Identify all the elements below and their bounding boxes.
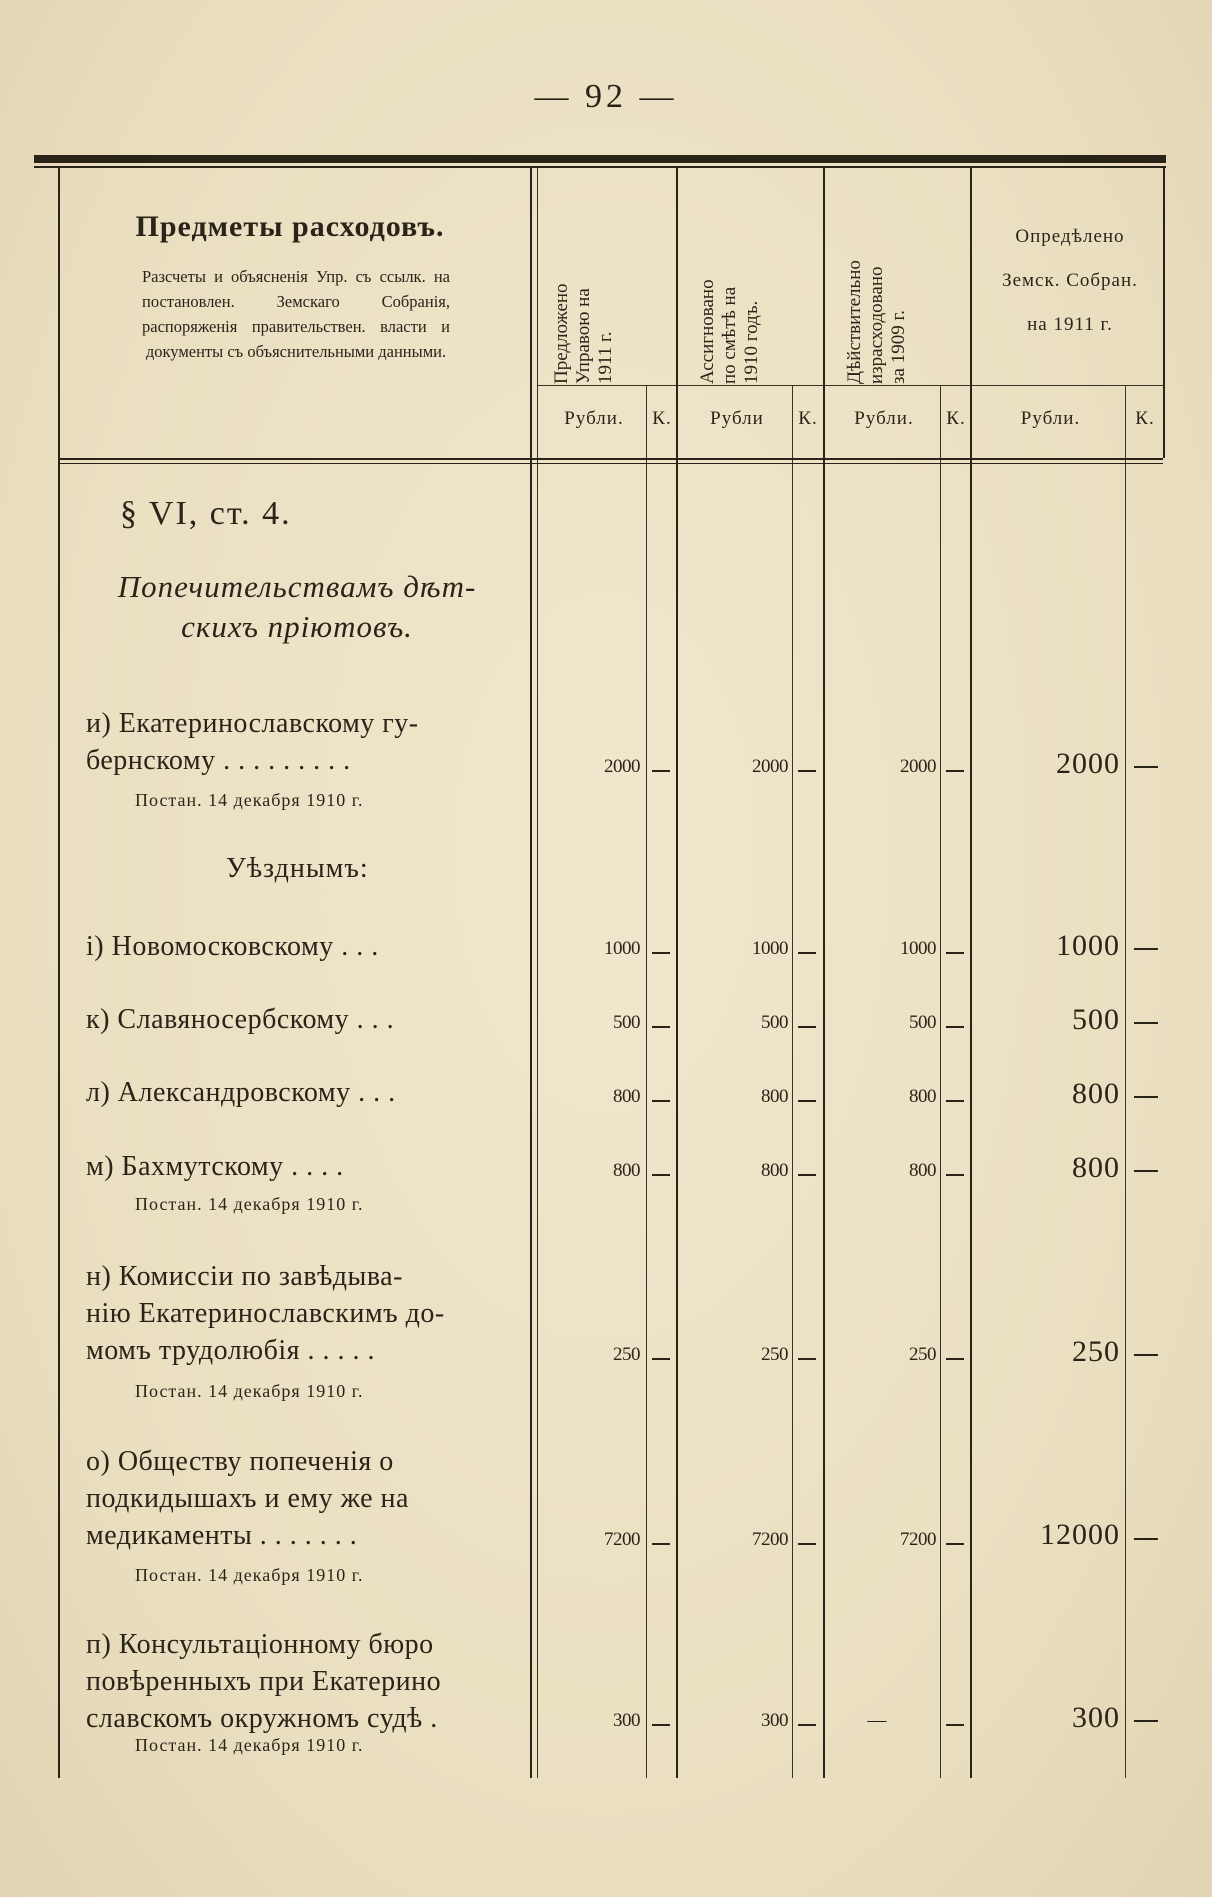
unit-kopeks: К.: [1135, 408, 1155, 429]
kopek-dash: [946, 952, 964, 954]
item-note: Постан. 14 декабря 1910 г.: [135, 1194, 364, 1214]
item-row: м) Бахмутскому . . . .: [86, 1151, 344, 1182]
col-header-determined: Опредѣлено Земск. Собран. на 1911 г.: [1002, 226, 1138, 335]
section-heading: § VI, ст. 4.: [120, 495, 292, 532]
kopek-dash: [1134, 1022, 1158, 1024]
value-assigned: 250: [761, 1344, 788, 1365]
col-header-proposed: Предложено Управою на 1911 г.: [551, 283, 616, 384]
kopek-dash: [1134, 1170, 1158, 1172]
unit-row-rule: [537, 385, 1163, 386]
kopek-divider: [646, 385, 647, 1778]
item-row: о) Обществу попеченія о подкидышахъ и ему же на медикаменты . . . . . . .: [86, 1446, 409, 1551]
value-determined: 300: [1072, 1701, 1120, 1734]
item-note: Постан. 14 декабря 1910 г.: [135, 1735, 364, 1755]
value-proposed: 800: [613, 1160, 640, 1181]
value-determined: 250: [1072, 1335, 1120, 1368]
page-number: — 92 —: [534, 78, 678, 115]
column-divider: [970, 168, 972, 1778]
value-assigned: 7200: [752, 1529, 788, 1550]
kopek-dash: [946, 1026, 964, 1028]
item-row: н) Комиссіи по завѣдыва- нію Екатеринославскимъ до- момъ трудолюбія . . . . .: [86, 1261, 445, 1366]
value-proposed: 2000: [604, 756, 640, 777]
kopek-dash: [652, 770, 670, 772]
unit-kopeks: К.: [652, 408, 672, 429]
column-divider: [823, 168, 825, 1778]
header-description: [90, 210, 490, 364]
value-actual: —: [867, 1710, 886, 1731]
kopek-dash: [652, 1100, 670, 1102]
table-left-border: [58, 168, 60, 1778]
header-subtitle: Разсчеты и объясненія Упр. съ ссылк. на постановлен. Земскаго Собранія, распоряженія правительствен. власти и документы съ объяснительными данными.: [142, 267, 450, 361]
value-assigned: 1000: [752, 938, 788, 959]
top-rule: [34, 155, 1166, 163]
kopek-dash: [1134, 766, 1158, 768]
header-bottom-rule-thin: [58, 463, 1163, 464]
value-actual: 2000: [900, 756, 936, 777]
kopek-dash: [652, 1543, 670, 1545]
value-assigned: 2000: [752, 756, 788, 777]
kopek-dash: [798, 770, 816, 772]
kopek-dash: [1134, 948, 1158, 950]
col-header-actual: Дѣйствительно израсходовано за 1909 г.: [844, 260, 909, 384]
value-actual: 1000: [900, 938, 936, 959]
value-proposed: 250: [613, 1344, 640, 1365]
section-subtitle: Попечительствамъ дѣт- скихъ пріютовъ.: [117, 569, 477, 644]
value-actual: 7200: [900, 1529, 936, 1550]
value-assigned: 500: [761, 1012, 788, 1033]
value-proposed: 300: [613, 1710, 640, 1731]
kopek-dash: [946, 1174, 964, 1176]
kopek-dash: [652, 1174, 670, 1176]
value-determined: 2000: [1056, 747, 1120, 780]
item-note: Постан. 14 декабря 1910 г.: [135, 1565, 364, 1585]
unit-rubles: Рубли.: [1020, 408, 1081, 429]
unit-kopeks: К.: [946, 408, 966, 429]
value-proposed: 7200: [604, 1529, 640, 1550]
column-divider: [537, 168, 538, 1778]
value-determined: 1000: [1056, 929, 1120, 962]
col-header-assigned: Ассигновано по смѣтѣ на 1910 годъ.: [697, 279, 762, 384]
value-actual: 800: [909, 1160, 936, 1181]
kopek-dash: [798, 1174, 816, 1176]
value-determined: 800: [1072, 1077, 1120, 1110]
kopek-dash: [798, 1358, 816, 1360]
top-rule-thin: [34, 166, 1166, 168]
kopek-divider: [1125, 385, 1126, 1778]
kopek-dash: [652, 952, 670, 954]
value-determined: 12000: [1040, 1518, 1120, 1551]
item-row: и) Екатеринославскому гу- бернскому . . . . . . . . .: [86, 708, 419, 776]
value-proposed: 800: [613, 1086, 640, 1107]
kopek-dash: [1134, 1538, 1158, 1540]
value-assigned: 800: [761, 1086, 788, 1107]
kopek-dash: [946, 1724, 964, 1726]
kopek-dash: [946, 1358, 964, 1360]
kopek-dash: [798, 1543, 816, 1545]
value-assigned: 300: [761, 1710, 788, 1731]
kopek-dash: [652, 1724, 670, 1726]
value-actual: 500: [909, 1012, 936, 1033]
group-label: Уѣзднымъ:: [226, 853, 369, 884]
unit-rubles: Рубли.: [854, 408, 914, 429]
column-divider: [530, 168, 532, 1778]
kopek-dash: [798, 952, 816, 954]
unit-kopeks: К.: [798, 408, 818, 429]
unit-rubles: Рубли: [710, 408, 764, 429]
kopek-dash: [652, 1026, 670, 1028]
header-bottom-rule: [58, 458, 1163, 460]
header-title: Предметы расходовъ.: [135, 210, 445, 243]
kopek-dash: [798, 1724, 816, 1726]
value-assigned: 800: [761, 1160, 788, 1181]
kopek-dash: [1134, 1720, 1158, 1722]
item-row: л) Александровскому . . .: [86, 1077, 396, 1108]
value-determined: 500: [1072, 1003, 1120, 1036]
kopek-dash: [946, 770, 964, 772]
value-determined: 800: [1072, 1151, 1120, 1184]
item-note: Постан. 14 декабря 1910 г.: [135, 1381, 364, 1401]
kopek-divider: [792, 385, 793, 1778]
unit-rubles: Рубли.: [564, 408, 624, 429]
item-row: к) Славяносербскому . . .: [86, 1004, 395, 1035]
kopek-dash: [946, 1543, 964, 1545]
item-row: і) Новомосковскому . . .: [86, 931, 379, 962]
column-divider: [676, 168, 678, 1778]
kopek-dash: [1134, 1354, 1158, 1356]
value-actual: 800: [909, 1086, 936, 1107]
kopek-dash: [1134, 1096, 1158, 1098]
value-actual: 250: [909, 1344, 936, 1365]
value-proposed: 500: [613, 1012, 640, 1033]
kopek-dash: [798, 1100, 816, 1102]
kopek-dash: [946, 1100, 964, 1102]
item-note: Постан. 14 декабря 1910 г.: [135, 790, 364, 810]
item-row: п) Консультаціонному бюро повѣренныхъ при Екатерино славскомъ окружномъ судѣ .: [86, 1629, 442, 1734]
kopek-dash: [652, 1358, 670, 1360]
kopek-dash: [798, 1026, 816, 1028]
value-proposed: 1000: [604, 938, 640, 959]
kopek-divider: [940, 385, 941, 1778]
